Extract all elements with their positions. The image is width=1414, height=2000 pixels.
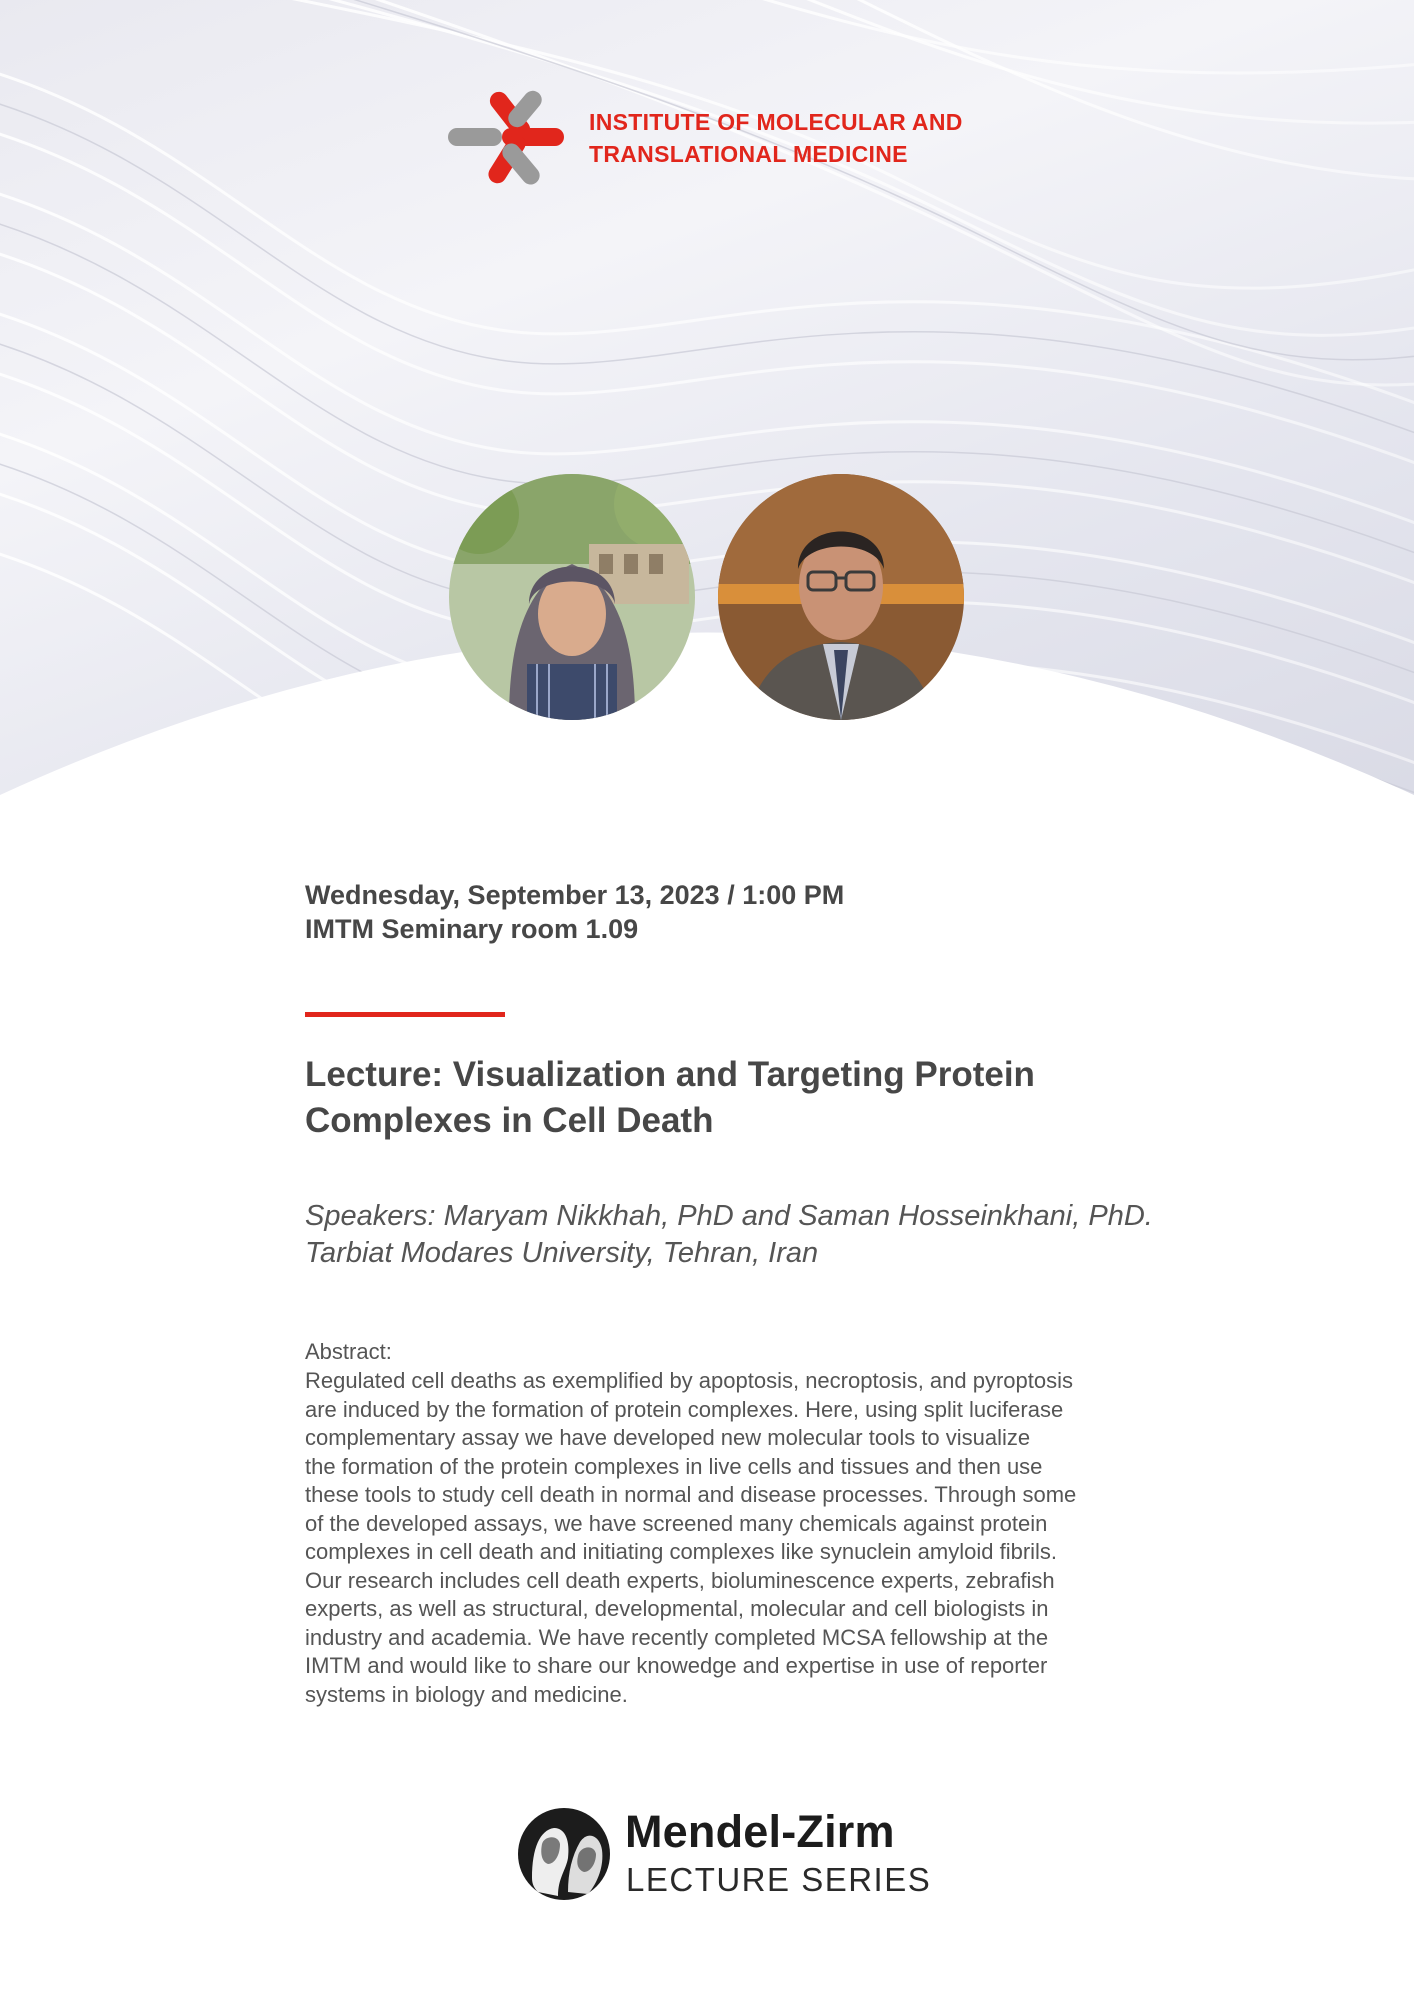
abstract-label: Abstract: [305,1339,392,1364]
lecture-title [305,1052,1205,1144]
institute-name-line1: INSTITUTE OF MOLECULAR AND [589,109,963,135]
speakers-affiliation: Tarbiat Modares University, Tehran, Iran [305,1237,819,1269]
lecture-title-line1: Lecture: Visualization and Targeting Protein [305,1055,1035,1094]
lecture-title-line2: Complexes in Cell Death [305,1101,714,1140]
red-divider [305,1012,505,1017]
abstract-line: Regulated cell deaths as exemplified by apoptosis, necroptosis, and pyroptosis [305,1368,1074,1393]
abstract-line: these tools to study cell death in normal and disease processes. Through some [305,1482,1077,1507]
abstract-line: the formation of the protein complexes in live cells and tissues and then use [305,1453,1043,1479]
imtm-logo-icon [446,86,566,190]
institute-name-line2: TRANSLATIONAL MEDICINE [589,141,908,167]
abstract-line: IMTM and would like to share our knowedge and expertise in use of reporter [305,1653,1048,1678]
abstract-line: complementary assay we have developed new molecular tools to visualize [305,1425,1031,1450]
speakers [305,1198,1205,1272]
mendel-zirm-logo-icon [518,1808,610,1900]
abstract-line: of the developed assays, we have screened many chemicals against protein [305,1510,1048,1536]
abstract-line: complexes in cell death and initiating complexes like synuclein amyloid fibrils. [305,1539,1058,1564]
event-room: IMTM Seminary room 1.09 [305,914,639,944]
institute-name [589,106,963,170]
speaker-photo-2 [718,474,964,720]
abstract-line: experts, as well as structural, developmental, molecular and cell biologists in [305,1596,1049,1621]
event-datetime: Wednesday, September 13, 2023 / 1:00 PM [305,880,845,910]
abstract-line: systems in biology and medicine. [305,1681,628,1707]
speakers-names: Speakers: Maryam Nikkhah, PhD and Saman Hosseinkhani, PhD. [305,1200,1153,1232]
series-title: Mendel-Zirm [625,1806,895,1857]
abstract-line: industry and academia. We have recently completed MCSA fellowship at the [305,1624,1049,1650]
event-details [305,878,844,946]
abstract-line: are induced by the formation of protein complexes. Here, using split luciferase [305,1396,1064,1422]
series-subtitle: LECTURE SERIES [626,1861,932,1898]
abstract-line: Our research includes cell death experts, bioluminescence experts, zebrafish [305,1567,1055,1593]
abstract-text [305,1367,1175,1709]
speaker-photo-1 [449,474,695,720]
